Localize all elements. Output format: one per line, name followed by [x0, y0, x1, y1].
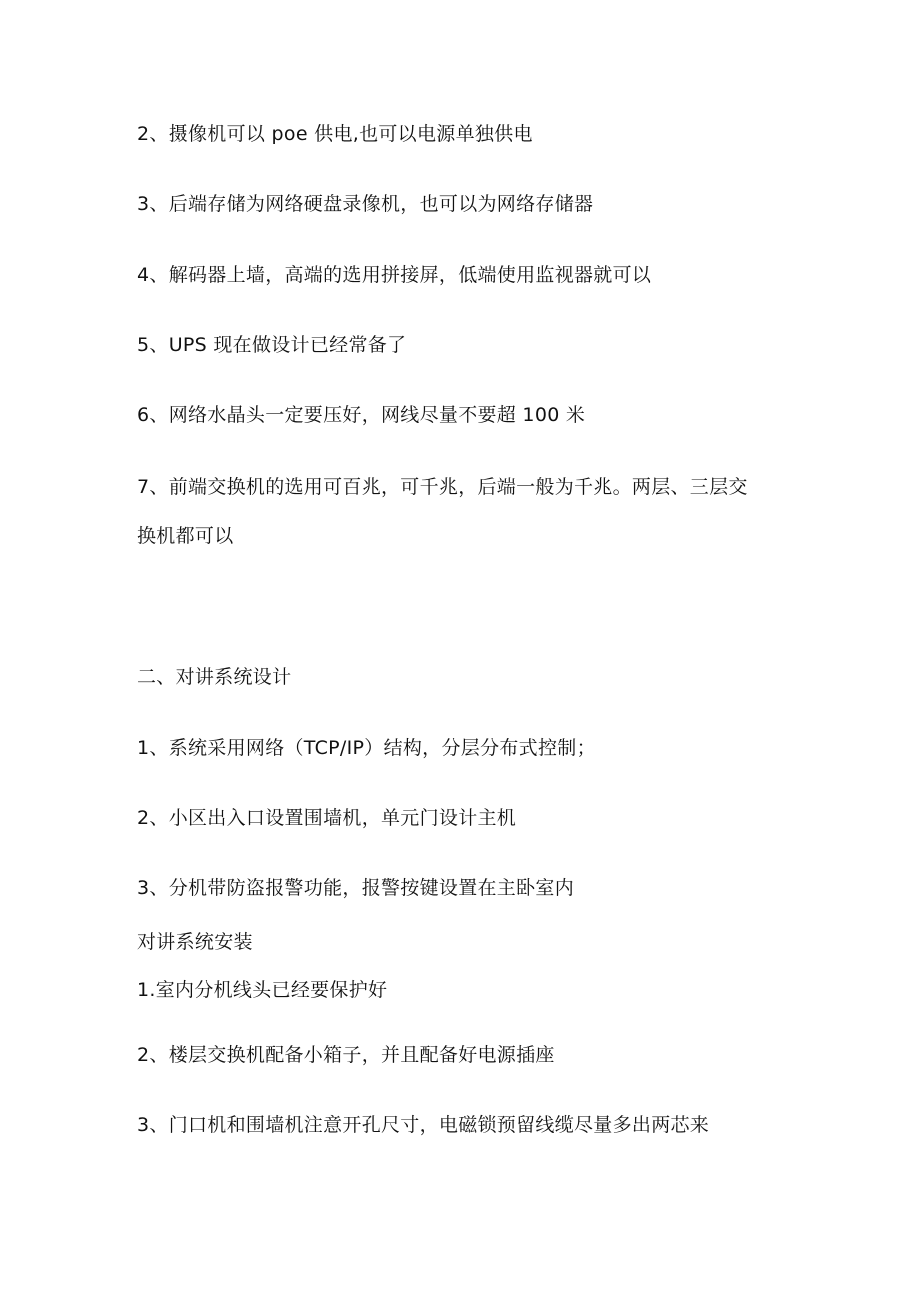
monitoring-item-5: 5、UPS 现在做设计已经常备了	[137, 334, 407, 356]
intercom-design-item-1: 1、系统采用网络（TCP/IP）结构，分层分布式控制；	[137, 737, 596, 759]
monitoring-item-7-continued: 换机都可以	[137, 525, 234, 547]
section-heading-intercom-design: 二、对讲系统设计	[137, 666, 292, 688]
install-item-1: 1.室内分机线头已经要保护好	[137, 979, 388, 1001]
monitoring-item-4: 4、解码器上墙，高端的选用拼接屏，低端使用监视器就可以	[137, 264, 652, 286]
section-heading-intercom-install: 对讲系统安装	[137, 931, 253, 953]
install-item-2: 2、楼层交换机配备小箱子，并且配备好电源插座	[137, 1044, 555, 1066]
monitoring-item-7: 7、前端交换机的选用可百兆，可千兆，后端一般为千兆。两层、三层交	[137, 476, 748, 498]
install-item-3: 3、门口机和围墙机注意开孔尺寸，电磁锁预留线缆尽量多出两芯来	[137, 1114, 710, 1136]
monitoring-item-6: 6、网络水晶头一定要压好，网线尽量不要超 100 米	[137, 404, 586, 426]
monitoring-item-3: 3、后端存储为网络硬盘录像机，也可以为网络存储器	[137, 193, 594, 215]
intercom-design-item-3: 3、分机带防盗报警功能，报警按键设置在主卧室内	[137, 877, 574, 899]
monitoring-item-2: 2、摄像机可以 poe 供电,也可以电源单独供电	[137, 123, 533, 145]
intercom-design-item-2: 2、小区出入口设置围墙机，单元门设计主机	[137, 807, 517, 829]
